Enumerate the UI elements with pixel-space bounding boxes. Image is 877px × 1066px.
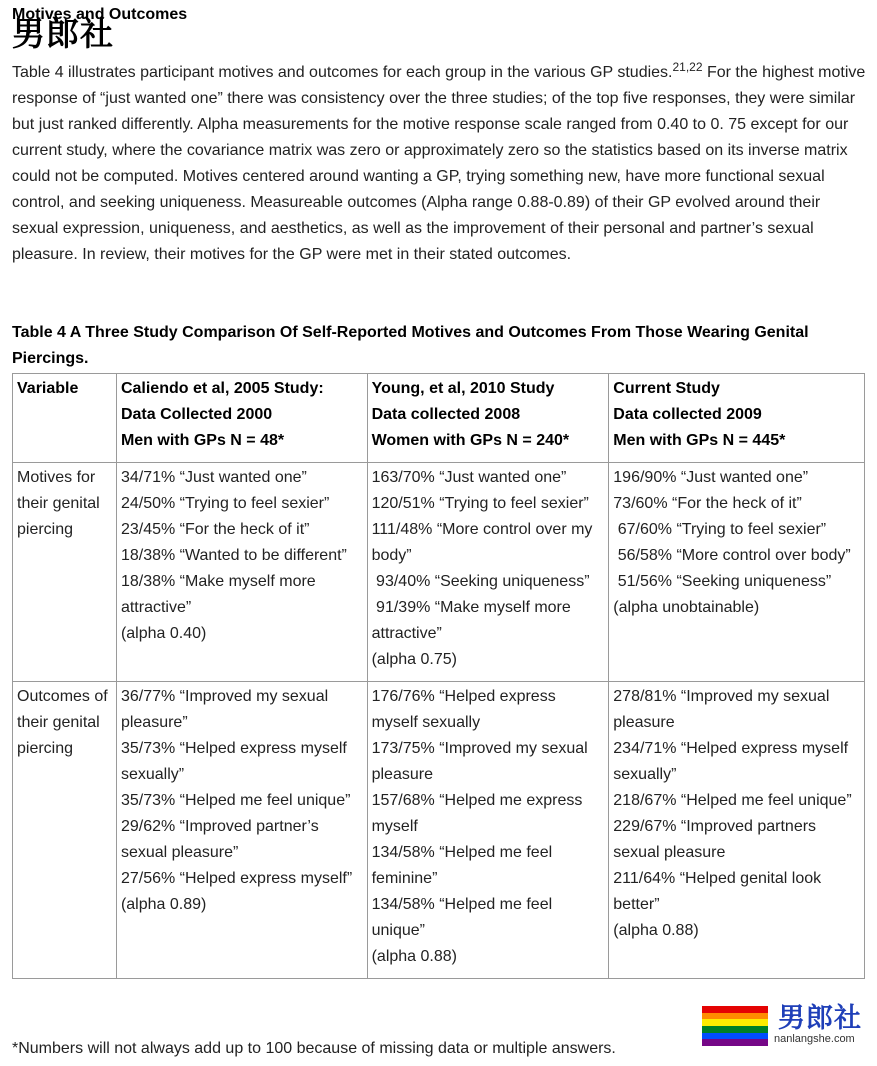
response-item: 234/71% “Helped express myself sexually” (613, 740, 853, 783)
response-item: 229/67% “Improved partners sexual pleasure (613, 818, 821, 861)
alpha-value: (alpha unobtainable) (613, 599, 760, 616)
response-item: 93/40% “Seeking uniqueness” (371, 573, 590, 590)
header-line: Current Study (613, 380, 720, 397)
watermark (702, 1004, 874, 1048)
response-item: 34/71% “Just wanted one” (120, 469, 307, 486)
comparison-table (12, 373, 865, 979)
response-item: 157/68% “Helped me express myself (371, 792, 587, 835)
header-line: Women with GPs N = 240* (371, 432, 570, 449)
flag-stripe (702, 1026, 768, 1033)
alpha-value: (alpha 0.88) (371, 948, 457, 965)
header-line: Data Collected 2000 (120, 406, 273, 423)
response-item: 73/60% “For the heck of it” (613, 495, 802, 512)
response-item: 67/60% “Trying to feel sexier” (613, 521, 827, 538)
site-logo-text: 男郎社 (12, 15, 114, 52)
section-heading: Motives and Outcomes (12, 6, 188, 23)
cell-young-outcomes (367, 682, 609, 979)
table-header-row (13, 374, 865, 463)
row-label-motives: Motives for their genital piercing (13, 463, 117, 682)
cell-caliendo-outcomes (116, 682, 367, 979)
cell-caliendo-motives (116, 463, 367, 682)
watermark-logo-text: 男郎社 (778, 1003, 862, 1033)
response-item: 196/90% “Just wanted one” (613, 469, 809, 486)
response-item: 27/56% “Helped express myself” (alpha 0.89) (120, 870, 357, 913)
header-line: Variable (17, 380, 79, 397)
alpha-value: (alpha 0.40) (120, 625, 207, 642)
response-item: 35/73% “Helped me feel unique” (120, 792, 351, 809)
header-line: Data collected 2009 (613, 406, 762, 423)
flag-stripe (702, 1006, 768, 1013)
response-item: 120/51% “Trying to feel sexier” (371, 495, 589, 512)
response-item: 51/56% “Seeking uniqueness” (613, 573, 832, 590)
response-item: 173/75% “Improved my sexual pleasure (371, 740, 593, 783)
header-line: Data collected 2008 (371, 406, 521, 423)
response-item: 278/81% “Improved my sexual pleasure (613, 688, 834, 731)
rainbow-flag-icon (702, 1006, 768, 1046)
header-young-study (367, 374, 609, 463)
flag-stripe (702, 1033, 768, 1040)
table-row-outcomes (13, 682, 865, 979)
response-item: 36/77% “Improved my sexual pleasure” (120, 688, 333, 731)
alpha-value: (alpha 0.88) (613, 922, 699, 939)
response-item: 91/39% “Make myself more attractive” (371, 599, 576, 642)
response-item: 24/50% “Trying to feel sexier” (120, 495, 330, 512)
response-item: 134/58% “Helped me feel feminine” (371, 844, 557, 887)
paragraph-text-start: Table 4 illustrates participant motives and outcomes for each group in the various GP studies. (12, 64, 673, 81)
header-line: Men with GPs N = 445* (613, 432, 786, 449)
response-item: 218/67% “Helped me feel unique” (613, 792, 852, 809)
response-item: 35/73% “Helped express myself sexually” (120, 740, 352, 783)
header-caliendo-study (116, 374, 367, 463)
flag-stripe (702, 1013, 768, 1020)
flag-stripe (702, 1019, 768, 1026)
response-item: 29/62% “Improved partner’s sexual pleasure” (120, 818, 324, 861)
response-item: 23/45% “For the heck of it” (120, 521, 310, 538)
header-variable (13, 374, 117, 463)
response-item: 134/58% “Helped me feel unique” (371, 896, 557, 939)
response-item: 176/76% “Helped express myself sexually (371, 688, 561, 731)
response-item: 18/38% “Wanted to be different” (120, 547, 347, 564)
table-row-motives (13, 463, 865, 682)
response-item: 56/58% “More control over body” (613, 547, 851, 564)
response-item: 163/70% “Just wanted one” (371, 469, 567, 486)
header-current-study (609, 374, 865, 463)
response-item: 211/64% “Helped genital look better” (613, 870, 826, 913)
alpha-value: (alpha 0.75) (371, 651, 457, 668)
response-item: 111/48% “More control over my body” (371, 521, 597, 564)
paragraph-text-rest: For the highest motive response of “just wanted one” there was consistency over the three studies; of the top five responses, they were similar but just ranked differently. Alpha measurements for the motive response scale ranged from 0.40 to 0. 75 except for our current study, where the covariance matrix was zero or approximately zero so the statistics based on its inverse matrix could not be computed. Motives centered around wanting a GP, trying something new, have more functional sexual control, and seeking uniqueness. Measureable outcomes (Alpha range 0.88-0.89) of their GP evolved around their sexual expression, uniqueness, and aesthetics, as well as the improvement of their personal and partner’s sexual pleasure. In review, their motives for the GP were met in their stated outcomes. (12, 64, 866, 263)
cell-current-outcomes (609, 682, 865, 979)
header-line: Caliendo et al, 2005 Study: (120, 380, 324, 397)
header-line: Young, et al, 2010 Study (371, 380, 555, 397)
body-paragraph (12, 60, 867, 268)
table-footnote: *Numbers will not always add up to 100 because of missing data or multiple answers. (12, 1040, 616, 1057)
flag-stripe (702, 1039, 768, 1046)
reference-link[interactable]: 21,22 (672, 60, 703, 74)
table-caption: Table 4 A Three Study Comparison Of Self-Reported Motives and Outcomes From Those Wearing Genital Piercings. (12, 324, 809, 367)
cell-young-motives (367, 463, 609, 682)
header-line: Men with GPs N = 48* (120, 432, 285, 449)
row-label-outcomes: Outcomes of their genital piercing (13, 682, 117, 979)
cell-current-motives (609, 463, 865, 682)
watermark-url: nanlangshe.com (774, 1033, 855, 1045)
response-item: 18/38% “Make myself more attractive” (120, 573, 321, 616)
